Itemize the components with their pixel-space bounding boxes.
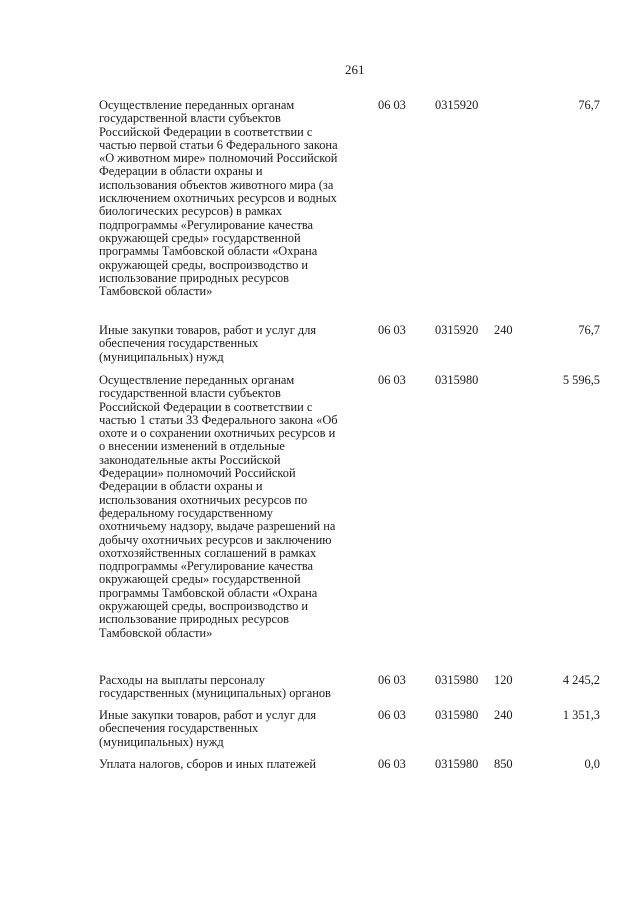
description-line: охотничьему надзору, выдаче разрешений на <box>99 519 336 534</box>
description-line: биологических ресурсов) в рамках <box>99 204 283 219</box>
description-line: (муниципальных) нужд <box>99 734 224 749</box>
target-article-code: 0315980 <box>435 373 479 387</box>
description-line: (муниципальных) нужд <box>99 349 224 364</box>
description-line: Осуществление переданных органам <box>99 373 295 387</box>
description-line: подпрограммы «Регулирование качества <box>99 559 314 574</box>
description-line: обеспечения государственных <box>99 336 259 351</box>
target-article-code: 0315920 <box>435 323 479 337</box>
row-description <box>99 99 361 298</box>
description-line: программы Тамбовской области «Охрана <box>99 244 318 259</box>
section-code: 06 03 <box>378 373 406 387</box>
description-line: законодательные акты Российской <box>99 452 281 467</box>
description-line: Федерации» полномочий Российской <box>99 466 296 481</box>
target-article-code: 0315980 <box>435 708 479 722</box>
amount: 0,0 <box>584 757 600 771</box>
description-line: использование природных ресурсов <box>99 612 290 627</box>
description-line: Тамбовской области» <box>99 284 213 299</box>
description-line: государственных (муниципальных) органов <box>99 686 331 701</box>
description-line: «О животном мире» полномочий Российской <box>99 151 338 166</box>
description-line: обеспечения государственных <box>99 721 259 736</box>
description-line: охоте и о сохранении охотничьих ресурсов и <box>99 426 336 441</box>
page-number: 261 <box>345 62 365 77</box>
description-line: подпрограммы «Регулирование качества <box>99 217 314 232</box>
row-description <box>99 324 361 364</box>
description-line: государственной власти субъектов <box>99 111 281 126</box>
amount: 5 596,5 <box>562 373 600 387</box>
description-line: Иные закупки товаров, работ и услуг для <box>99 323 317 337</box>
description-line: Расходы на выплаты персоналу <box>99 673 265 687</box>
amount: 76,7 <box>578 323 600 337</box>
description-line: программы Тамбовской области «Охрана <box>99 585 318 600</box>
expense-type-code: 120 <box>494 673 513 687</box>
description-line: федеральному государственному <box>99 505 274 520</box>
description-line: охотхозяйственных соглашений в рамках <box>99 545 317 560</box>
row-description <box>99 758 361 771</box>
target-article-code: 0315980 <box>435 673 479 687</box>
description-line: о внесении изменений в отдельные <box>99 439 285 454</box>
description-line: окружающей среды» государственной <box>99 572 301 587</box>
description-line: Федерации в области охраны и <box>99 479 263 494</box>
row-description <box>99 374 361 640</box>
description-line: окружающей среды, воспроизводство и <box>99 257 309 272</box>
description-line: исключением охотничьих ресурсов и водных <box>99 191 337 206</box>
target-article-code: 0315980 <box>435 757 479 771</box>
description-line: Тамбовской области» <box>99 625 213 640</box>
description-line: Российской Федерации в соответствии с <box>99 399 313 414</box>
description-line: частью первой статьи 6 Федерального закона <box>99 137 338 152</box>
description-line: государственной власти субъектов <box>99 386 281 401</box>
description-line: Уплата налогов, сборов и иных платежей <box>99 757 317 771</box>
amount: 1 351,3 <box>562 708 600 722</box>
target-article-code: 0315920 <box>435 98 479 112</box>
section-code: 06 03 <box>378 757 406 771</box>
description-line: частью 1 статьи 33 Федерального закона «Об <box>99 412 338 427</box>
expense-type-code: 240 <box>494 323 513 337</box>
section-code: 06 03 <box>378 98 406 112</box>
description-line: использование природных ресурсов <box>99 270 290 285</box>
amount: 76,7 <box>578 98 600 112</box>
description-line: окружающей среды, воспроизводство и <box>99 599 309 614</box>
description-line: Федерации в области охраны и <box>99 164 263 179</box>
section-code: 06 03 <box>378 323 406 337</box>
row-description <box>99 674 361 701</box>
section-code: 06 03 <box>378 673 406 687</box>
description-line: использования объектов животного мира (за <box>99 177 334 192</box>
description-line: окружающей среды» государственной <box>99 230 301 245</box>
expense-type-code: 850 <box>494 757 513 771</box>
description-line: Российской Федерации в соответствии с <box>99 124 313 139</box>
description-line: Осуществление переданных органам <box>99 98 295 112</box>
description-line: Иные закупки товаров, работ и услуг для <box>99 708 317 722</box>
description-line: добычу охотничьих ресурсов и заключению <box>99 532 332 547</box>
row-description <box>99 709 361 749</box>
section-code: 06 03 <box>378 708 406 722</box>
expense-type-code: 240 <box>494 708 513 722</box>
description-line: использования охотничьих ресурсов по <box>99 492 308 507</box>
amount: 4 245,2 <box>562 673 600 687</box>
